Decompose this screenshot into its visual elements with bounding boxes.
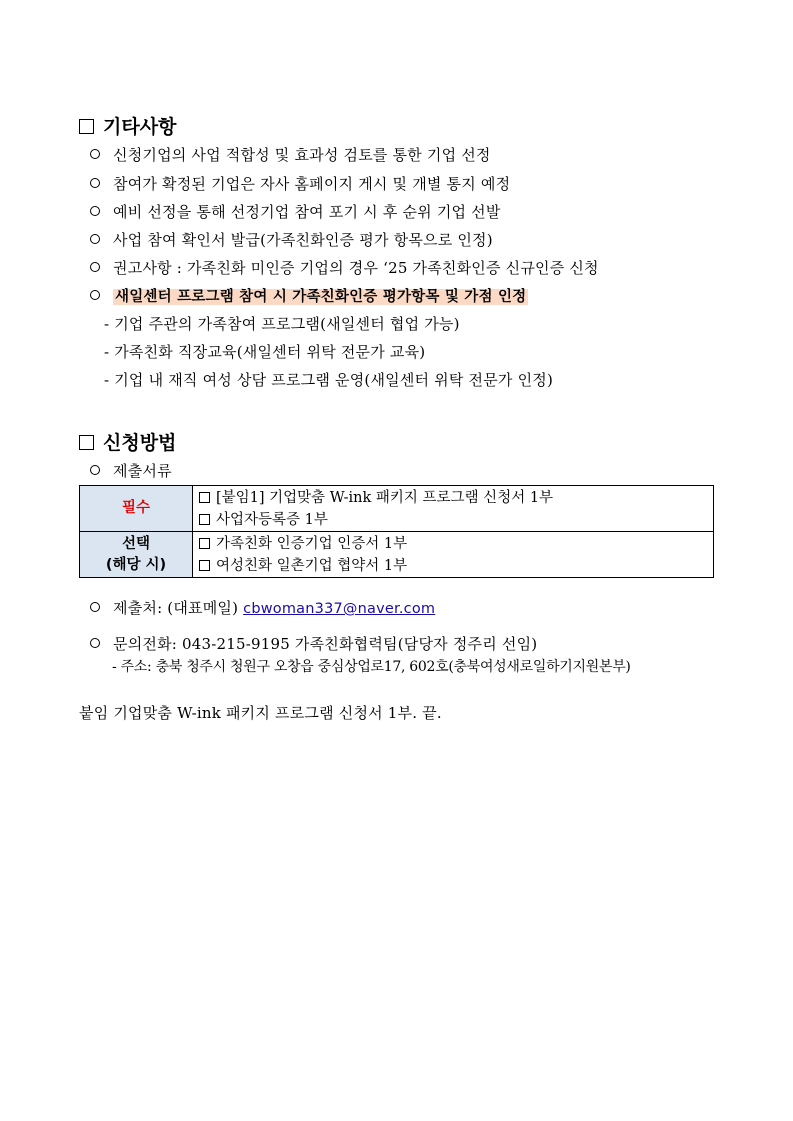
checklist-item <box>199 555 707 577</box>
highlighted-text: 새일센터 프로그램 참여 시 가족친화인증 평가항목 및 가점 인정 <box>115 289 527 305</box>
circle-bullet-icon <box>90 262 100 272</box>
list-item <box>90 460 172 481</box>
checklist-item <box>199 533 707 555</box>
required-items <box>193 486 714 532</box>
optional-label-line: (해당 시) <box>105 556 167 573</box>
sub-item: - 기업 내 재직 여성 상담 프로그램 운영(새일센터 위탁 전문가 인정) <box>104 371 553 389</box>
circle-bullet-icon <box>90 465 100 475</box>
list-item <box>90 597 435 618</box>
section-heading-application <box>79 428 176 455</box>
checklist-item <box>199 509 707 531</box>
table-row <box>80 486 714 532</box>
checklist-text: 사업자등록증 1부 <box>216 511 328 528</box>
list-item-text: 참여가 확정된 기업은 자사 홈페이지 게시 및 개별 통지 예정 <box>113 175 511 193</box>
documents-table <box>79 485 714 578</box>
checklist-text: [붙임1] 기업맞춤 W-ink 패키지 프로그램 신청서 1부 <box>216 489 554 506</box>
list-item <box>90 173 510 194</box>
list-item <box>90 144 491 165</box>
optional-items <box>193 532 714 578</box>
checkbox-icon <box>199 560 210 571</box>
list-item <box>90 633 537 654</box>
square-icon <box>79 119 94 134</box>
optional-label-line: 선택 <box>121 535 150 552</box>
list-item-text: 사업 참여 확인서 발급(가족친화인증 평가 항목으로 인정) <box>113 231 493 249</box>
list-item <box>90 229 493 250</box>
list-item-text: 제출서류 <box>113 462 172 480</box>
required-label: 필수 <box>80 486 193 532</box>
circle-bullet-icon <box>90 178 100 188</box>
square-icon <box>79 435 94 450</box>
optional-label <box>80 532 193 578</box>
checkbox-icon <box>199 492 210 503</box>
section-heading-misc <box>79 112 176 139</box>
checkbox-icon <box>199 538 210 549</box>
sub-item: - 기업 주관의 가족참여 프로그램(새일센터 협업 가능) <box>104 315 460 333</box>
checklist-text: 가족친화 인증기업 인증서 1부 <box>216 535 408 552</box>
contact-text: 문의전화: 043-215-9195 가족친화협력팀(담당자 정주리 선임) <box>113 635 538 653</box>
checkbox-icon <box>199 514 210 525</box>
circle-bullet-icon <box>90 149 100 159</box>
list-item-text: 예비 선정을 통해 선정기업 참여 포기 시 후 순위 기업 선발 <box>113 203 501 221</box>
circle-bullet-icon <box>90 602 100 612</box>
section-title: 기타사항 <box>103 116 177 138</box>
circle-bullet-icon <box>90 206 100 216</box>
checklist-item <box>199 487 707 509</box>
list-item <box>90 257 599 278</box>
submit-label: 제출처: (대표메일) <box>113 599 239 617</box>
address-line: - 주소: 충북 청주시 청원구 오창읍 중심상업로17, 602호(충북여성새로일하기지원본부) <box>112 659 631 675</box>
table-row <box>80 532 714 578</box>
section-title: 신청방법 <box>103 432 177 454</box>
circle-bullet-icon <box>90 638 100 648</box>
attachment-line: 붙임 기업맞춤 W-ink 패키지 프로그램 신청서 1부. 끝. <box>79 704 442 722</box>
circle-bullet-icon <box>90 290 100 300</box>
list-item-text: 신청기업의 사업 적합성 및 효과성 검토를 통한 기업 선정 <box>113 146 491 164</box>
list-item-text: 권고사항 : 가족친화 미인증 기업의 경우 ‘25 가족친화인증 신규인증 신청 <box>113 259 599 277</box>
list-item-highlight <box>90 285 528 306</box>
email-link[interactable]: cbwoman337@naver.com <box>243 601 436 617</box>
list-item <box>90 201 501 222</box>
sub-item: - 가족친화 직장교육(새일센터 위탁 전문가 교육) <box>104 343 426 361</box>
checklist-text: 여성친화 일촌기업 협약서 1부 <box>216 557 408 574</box>
circle-bullet-icon <box>90 234 100 244</box>
